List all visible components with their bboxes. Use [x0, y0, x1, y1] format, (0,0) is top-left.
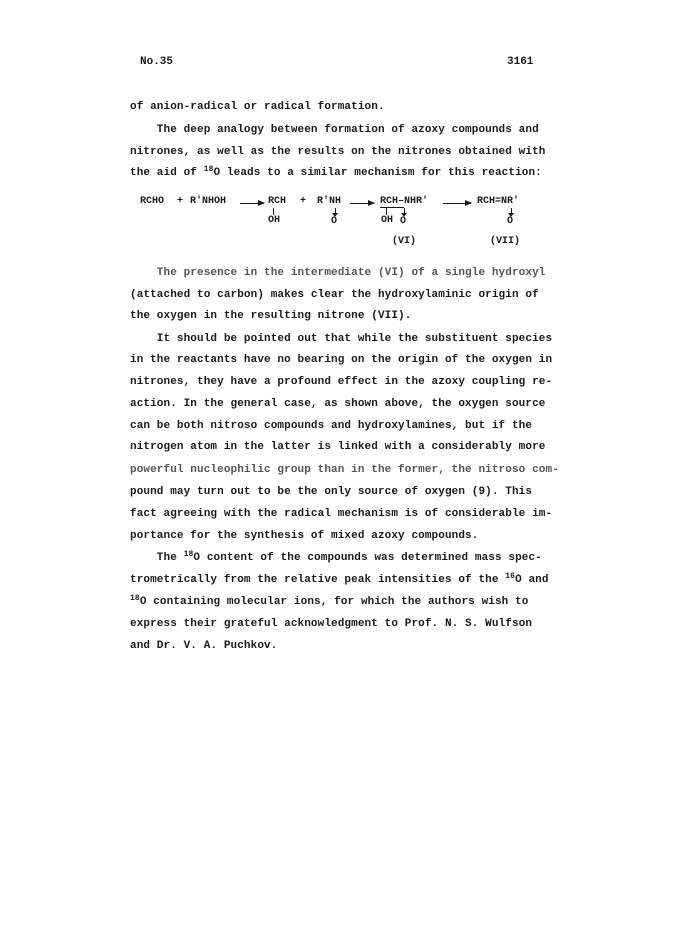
- text-line: nitrones, they have a profound effect in the azoxy coupling re-: [130, 376, 553, 388]
- text-line: the aid of $^{18}$O leads to a similar mechanism for this reaction:: [130, 165, 542, 179]
- plus-sign: +: [177, 196, 184, 207]
- text-line: nitrones, as well as the results on the nitrones obtained with: [130, 146, 546, 158]
- text-line: can be both nitroso compounds and hydroxylamines, but if the: [130, 420, 533, 432]
- oxygen-atom: O: [331, 216, 338, 227]
- reaction-arrow: [443, 203, 471, 204]
- text-line: action. In the general case, as shown above, the oxygen source: [130, 398, 546, 410]
- coordinate-bond-arrow: [335, 208, 336, 215]
- text-line: $^{18}$O containing molecular ions, for which the authors wish to: [130, 594, 529, 608]
- underline-bar: [380, 207, 404, 208]
- plus-sign: +: [300, 196, 307, 207]
- oxygen-atom: O: [507, 216, 514, 227]
- compound-label-VII: (VII): [490, 236, 521, 247]
- intermediate-nitroxide: R′NH: [317, 196, 342, 207]
- hydroxyl-group: OH: [381, 215, 394, 226]
- coordinate-bond-arrow: [404, 208, 405, 215]
- text-line: pound may turn out to be the only source of oxygen (9). This: [130, 486, 533, 498]
- compound-label-VI: (VI): [392, 236, 417, 247]
- intermediate-carbinol: RCH: [268, 196, 287, 207]
- coordinate-bond-arrow: [511, 208, 512, 215]
- text-line: powerful nucleophilic group than in the former, the nitroso com-: [130, 464, 559, 476]
- text-line: nitrogen atom in the latter is linked with a considerably more: [130, 441, 546, 453]
- reactant-hydroxylamine: R′NHOH: [190, 196, 227, 207]
- text-line: of anion-radical or radical formation.: [130, 101, 385, 113]
- text-line: It should be pointed out that while the substituent species: [130, 333, 553, 345]
- text-line: express their grateful acknowledgment to Prof. N. S. Wulfson: [130, 618, 533, 630]
- journal-number: No.35: [140, 56, 174, 68]
- text-line: trometrically from the relative peak intensities of the $^{16}$O and: [130, 572, 549, 586]
- text-line: fact agreeing with the radical mechanism is of considerable im-: [130, 508, 553, 520]
- text-line: in the reactants have no bearing on the origin of the oxygen in: [130, 354, 553, 366]
- text-line: The $^{18}$O content of the compounds was determined mass spec-: [130, 550, 542, 564]
- text-line: portance for the synthesis of mixed azoxy compounds.: [130, 530, 479, 542]
- text-line: the oxygen in the resulting nitrone (VII).: [130, 310, 412, 322]
- product-nitrone: RCH=NR′: [477, 196, 520, 207]
- single-bond: [386, 208, 387, 215]
- single-bond: [273, 208, 274, 215]
- text-line: The presence in the intermediate (VI) of a single hydroxyl: [130, 267, 546, 279]
- reaction-arrow: [240, 203, 264, 204]
- oxygen-atom: O: [400, 216, 407, 227]
- reaction-arrow: [350, 203, 374, 204]
- text-line: The deep analogy between formation of azoxy compounds and: [130, 124, 539, 136]
- reactant-aldehyde: RCHO: [140, 196, 165, 207]
- text-line: (attached to carbon) makes clear the hydroxylaminic origin of: [130, 289, 539, 301]
- page-number: 3161: [507, 56, 534, 68]
- text-line: and Dr. V. A. Puchkov.: [130, 640, 278, 652]
- intermediate-VI: RCH–NHR′: [380, 196, 429, 207]
- hydroxyl-group: OH: [268, 215, 281, 226]
